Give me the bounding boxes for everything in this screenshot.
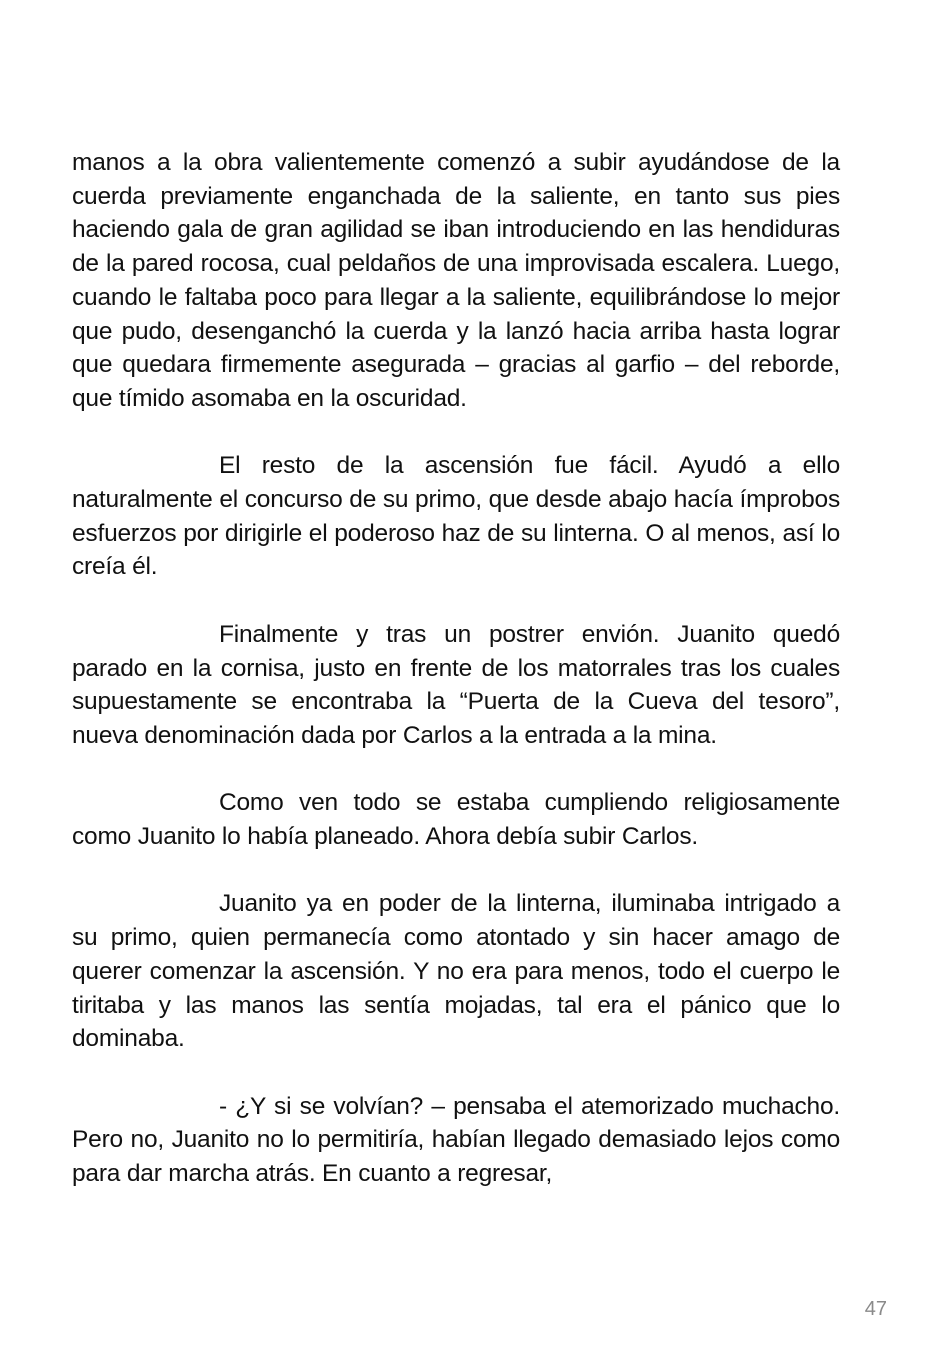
paragraph-4: Como ven todo se estaba cumpliendo religiosamente como Juanito lo había planeado. Ahora debía subir Carlos. [72, 789, 840, 851]
paragraph-3: Finalmente y tras un postrer envión. Juanito quedó parado en la cornisa, justo en frente de los matorrales tras los cuales supuestamente se encontraba la “Puerta de la Cueva del tesoro”, nueva denominación dada por Carlos a la entrada a la mina. [72, 620, 840, 749]
paragraph-1: manos a la obra valientemente comenzó a subir ayudándose de la cuerda previamente enganchada de la saliente, en tanto sus pies haciendo gala de gran agilidad se iban introduciendo en las hendiduras de la pared rocosa, cual peldaños de una improvisada escalera. Luego, cuando le faltaba poco para llegar a la saliente, equilibrándose lo mejor que pudo, desenganchó la cuerda y la lanzó hacia arriba hasta lograr que quedara firmemente asegurada – gracias al garfio – del reborde, que tímido asomaba en la oscuridad. [72, 149, 840, 412]
body-text [72, 146, 840, 1191]
paragraph-6: - ¿Y si se volvían? – pensaba el atemorizado muchacho. Pero no, Juanito no lo permitiría, habían llegado demasiado lejos como para dar marcha atrás. En cuanto a regresar, [72, 1092, 840, 1188]
paragraph-2: El resto de la ascensión fue fácil. Ayudó a ello naturalmente el concurso de su primo, que desde abajo hacía ímprobos esfuerzos por dirigirle el poderoso haz de su linterna. O al menos, así lo creía él. [72, 452, 840, 581]
paragraph-5: Juanito ya en poder de la linterna, iluminaba intrigado a su primo, quien permanecía como atontado y sin hacer amago de querer comenzar la ascensión. Y no era para menos, todo el cuerpo le tiritaba y las manos las sentía mojadas, tal era el pánico que lo dominaba. [72, 890, 840, 1053]
page-number: 47 [864, 1298, 887, 1320]
